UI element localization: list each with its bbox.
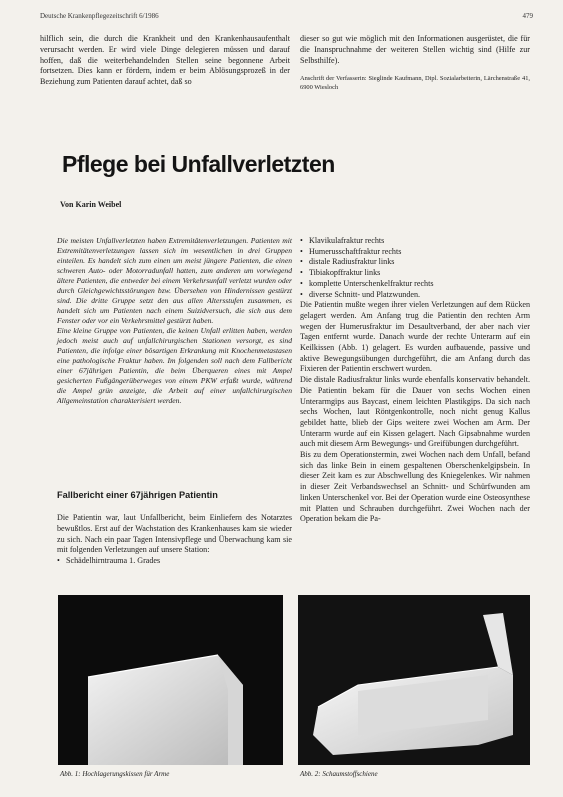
figure-caption: Abb. 1: Hochlagerungskissen für Arme <box>60 770 170 778</box>
previous-article-text: dieser so gut wie möglich mit den Informationen ausgerüstet, die für die Inanspruchnahme der weiteren Stellen wichtig sind (Hilfe zur Selbsthilfe). <box>300 34 530 65</box>
injury-list <box>57 556 292 567</box>
injury-item: • Schädelhirntrauma 1. Grades <box>57 556 292 567</box>
injury-item: • komplette Unterschenkelfraktur rechts <box>300 279 530 290</box>
injury-item: • distale Radiusfraktur links <box>300 257 530 268</box>
case-paragraph: Bis zu dem Operationstermin, zwei Wochen nach dem Unfall, befand sich das linke Bein in einem gespaltenen Oberschenkelgipsbein. In dieser Zeit kam es zur Abschwellung des Kniegelenkes. Wir nahmen in dieser Zeit Verbandswechsel an Schnitt- und Schürfwunden am linken Unterschenkel vor. Bei der Operation wurde eine Osteosynthese mit Platten und Schrauben durchgeführt. Zwei Wochen nach der Operation bekam die Pa- <box>300 450 530 524</box>
case-report-left-column <box>57 513 292 567</box>
foam-splint-photo <box>298 595 530 765</box>
author-address: Anschrift der Verfasserin: Sieglinde Kaufmann, Dipl. Sozialarbeiterin, Lärchenstraße 41, 6900 Wiesloch <box>300 75 530 92</box>
wedge-pillow-photo <box>58 595 283 765</box>
injury-item: • diverse Schnitt- und Platzwunden. <box>300 290 530 301</box>
page-number: 479 <box>522 12 533 20</box>
running-head <box>40 12 533 24</box>
injury-list-continued <box>300 236 530 300</box>
previous-article-right-column <box>300 34 530 92</box>
figure-foam-splint <box>298 595 530 765</box>
intro-paragraph: Die meisten Unfallverletzten haben Extremitätenverletzungen. Patienten mit Extremitätenverletzungen lassen sich im wesentlichen in drei Gruppen einteilen. Es handelt sich zum einen um meist jüngere Patienten, die einen schweren Auto- oder Motorradunfall hatten, zum anderen um vorwiegend ältere Patienten, die entweder bei einem Verkehrsunfall verletzt wurden oder durch Gleichgewichtsstörungen bzw. Übersehen von Hindernissen gestürzt sind. Die dritte Gruppe setzt den aus allen Altersstufen zusammen, es handelt sich um Patienten nach einem Suizidversuch, die sich aus dem Fenster oder vor ein Verkehrsmittel gestürzt haben. <box>57 236 292 325</box>
case-paragraph: Die Patientin mußte wegen ihrer vielen Verletzungen auf dem Rücken gelagert werden. Am Anfang trug die Patientin den rechten Arm wegen der Humerusfraktur im Desaultverband, der aber nach vier Tagen entfernt wurde. Danach wurde der rechte Unterarm auf ein Keilkissen (Abb. 1) gelagert. Es wurden aufbauende, passive und aktive Bewegungsübungen durchgeführt, die am Anfang durch das Fixieren der Patientin erschwert wurden. <box>300 300 530 374</box>
article-intro <box>57 236 292 406</box>
article-title: Pflege bei Unfallverletzten <box>62 151 335 177</box>
section-heading: Fallbericht einer 67jährigen Patientin <box>57 490 218 500</box>
figure-arm-wedge-pillow <box>58 595 283 765</box>
figure-caption: Abb. 2: Schaumstoffschiene <box>300 770 378 778</box>
injury-item: • Humerusschaftfraktur rechts <box>300 247 530 258</box>
case-paragraph: Die Patientin war, laut Unfallbericht, beim Einliefern des Notarztes bewußtlos. Erst auf der Wachstation des Krankenhauses kam sie wieder zu sich. Nach ein paar Tagen Intensivpflege und Überwachung kam sie mit folgenden Verletzungen auf unsere Station: <box>57 513 292 555</box>
previous-article-text: hilflich sein, die durch die Krankheit und den Krankenhausaufenthalt verursacht werden. Er wird viele Dinge delegieren müssen und darauf hoffen, daß die weiterbehandelnden Stellen seine begonnene Arbeit fortsetzen. Dies kann er fördern, indem er beim Ablösungsprozeß in der Beziehung zum Patienten darauf achtet, daß so <box>40 34 290 87</box>
journal-name: Deutsche Krankenpflegezeitschrift 6/1986 <box>40 12 159 20</box>
previous-article-left-column <box>40 34 290 88</box>
case-paragraph: Die distale Radiusfraktur links wurde ebenfalls konservativ behandelt. Die Patientin bekam für die Dauer von sechs Wochen einen Unterarmgips aus Baycast, einem leichten Plastikgips. Da sich nach sechs Wochen, laut Röntgenkontrolle, noch nicht genug Kallus gebildet hatte, blieb der Gips weitere zwei Wochen am Arm. Der Unterarm wurde auf ein Kissen gelagert. Nach Gipsabnahme wurden auch mit diesem Arm Bewegungs- und Greifübungen durchgeführt. <box>300 375 530 449</box>
injury-item: • Klavikulafraktur rechts <box>300 236 530 247</box>
article-byline: Von Karin Weibel <box>60 200 122 209</box>
injury-item: • Tibiakopffraktur links <box>300 268 530 279</box>
case-report-right-column <box>300 236 530 525</box>
intro-paragraph: Eine kleine Gruppe von Patienten, die keinen Unfall erlitten haben, werden jedoch meist auch auf unfallchirurgischen Stationen versorgt, es sind Patienten, die infolge einer bösartigen Erkrankung mit Knochenmetastasen eine pathologische Fraktur haben. Im folgenden soll nach dem Fallbericht einer 67jährigen Patientin, die beim Überqueren eines mit Ampel gesicherten Fußgängerüberweges von einem PKW erfaßt wurde, während die Ampel grün anzeigte, die Arbeit auf einer unfallchirurgischen Allgemeinstation charakterisiert werden. <box>57 326 292 405</box>
